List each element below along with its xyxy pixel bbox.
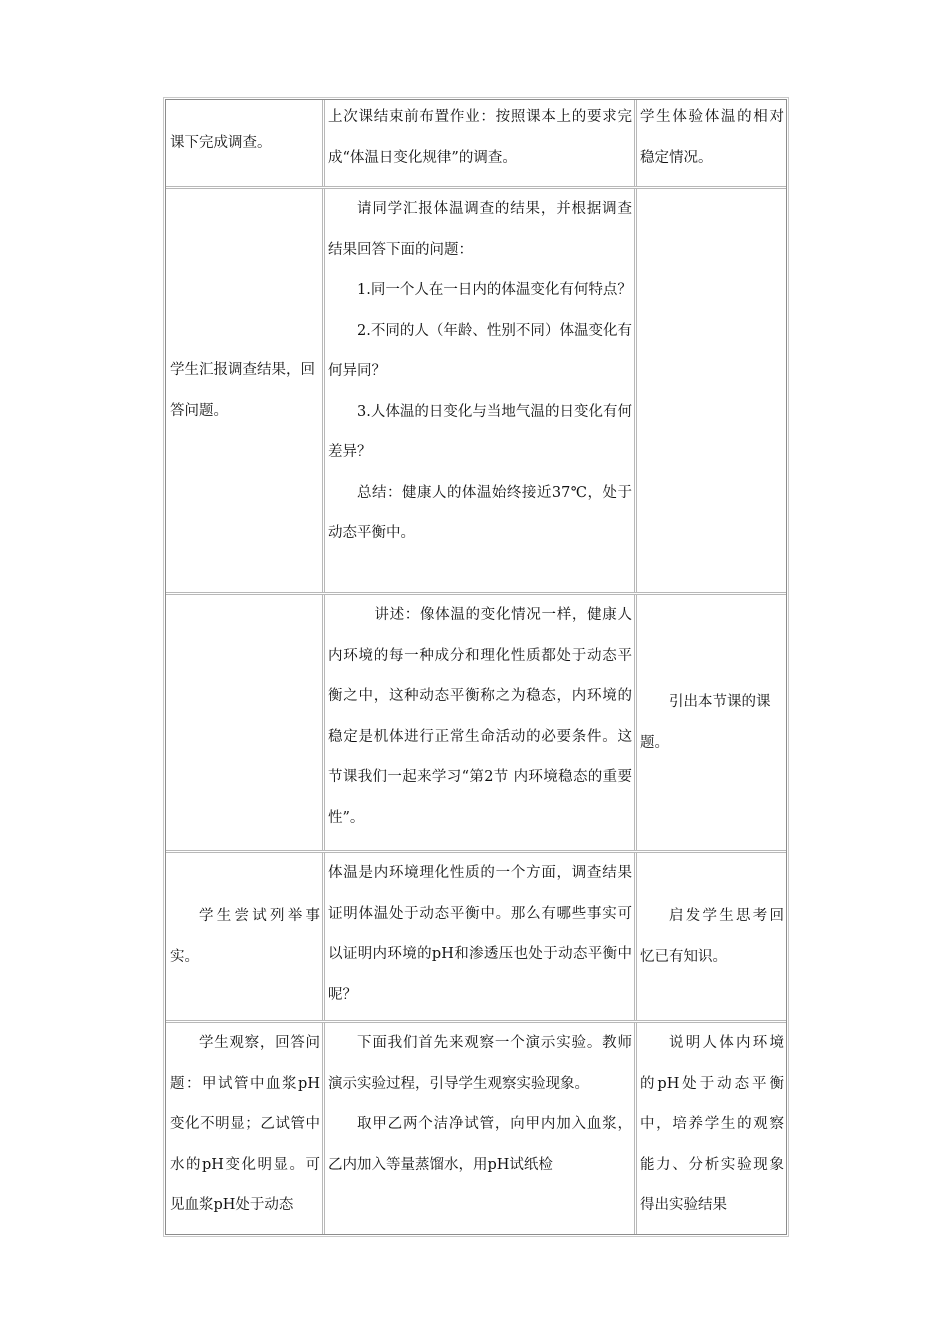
cell-paragraph: 3.人体温的日变化与当地气温的日变化有何差异？ [328, 403, 632, 460]
table-cell-teacher-activity [325, 595, 637, 850]
cell-text: 课下完成调查。 [170, 134, 272, 151]
cell-text: 说明人体内环境的pH处于动态平衡中，培养学生的观察能力、分析实验现象得出实验结果 [640, 1035, 784, 1213]
cell-text: 学生观察，回答问题：甲试管中血浆pH变化不明显；乙试管中水的pH变化明显。可见血浆pH处于动态 [170, 1035, 320, 1213]
table-cell-design-intent [637, 595, 786, 850]
cell-paragraph: 1.同一个人在一日内的体温变化有何特点？ [357, 282, 632, 298]
cell-text: 引出本节课的课题。 [640, 694, 771, 751]
cell-text: 学生尝试列举事实。 [170, 908, 320, 965]
cell-paragraph: 讲述：像体温的变化情况一样，健康人内环境的每一种成分和理化性质都处于动态平衡之中，这种动态平衡称之为稳态，内环境的稳定是机体进行正常生命活动的必要条件。这节课我们一起来学习“第2节 内环境稳态的重要性”。 [328, 607, 632, 826]
table-cell-teacher-activity [325, 100, 637, 186]
table-cell-student-activity [166, 853, 325, 1020]
cell-paragraph: 体温是内环境理化性质的一个方面，调查结果证明体温处于动态平衡中。那么有哪些事实可以证明内环境的pH和渗透压也处于动态平衡中呢？ [328, 865, 632, 1003]
table-cell-student-activity [166, 1023, 325, 1234]
table-cell-student-activity [166, 100, 325, 186]
table-row [166, 595, 786, 853]
cell-paragraph: 2.不同的人（年龄、性别不同）体温变化有何异同？ [328, 322, 632, 379]
table-cell-teacher-activity [325, 189, 637, 592]
cell-paragraph: 请同学汇报体温调查的结果，并根据调查结果回答下面的问题： [328, 201, 632, 258]
cell-paragraph: 总结：健康人的体温始终接近37℃，处于动态平衡中。 [328, 484, 632, 541]
table-cell-student-activity [166, 595, 325, 850]
table-cell-teacher-activity [325, 1023, 637, 1234]
table-cell-design-intent [637, 853, 786, 1020]
cell-text: 启发学生思考回忆已有知识。 [640, 908, 784, 965]
table-cell-design-intent [637, 189, 786, 592]
table-row [166, 100, 786, 189]
cell-paragraph: 取甲乙两个洁净试管，向甲内加入血浆，乙内加入等量蒸馏水，用pH试纸检 [328, 1116, 632, 1173]
cell-text: 学生汇报调查结果，回答问题。 [170, 362, 315, 419]
table-cell-design-intent [637, 1023, 786, 1234]
lesson-plan-table [165, 99, 787, 1235]
table-row [166, 853, 786, 1023]
table-cell-design-intent [637, 100, 786, 186]
table-cell-teacher-activity [325, 853, 637, 1020]
cell-paragraph: 下面我们首先来观察一个演示实验。教师演示实验过程，引导学生观察实验现象。 [328, 1035, 632, 1092]
cell-text: 上次课结束前布置作业：按照课本上的要求完成“体温日变化规律”的调查。 [328, 109, 632, 166]
table-cell-student-activity [166, 189, 325, 592]
cell-text: 学生体验体温的相对稳定情况。 [640, 109, 784, 166]
table-row [166, 189, 786, 595]
table-row [166, 1023, 786, 1234]
